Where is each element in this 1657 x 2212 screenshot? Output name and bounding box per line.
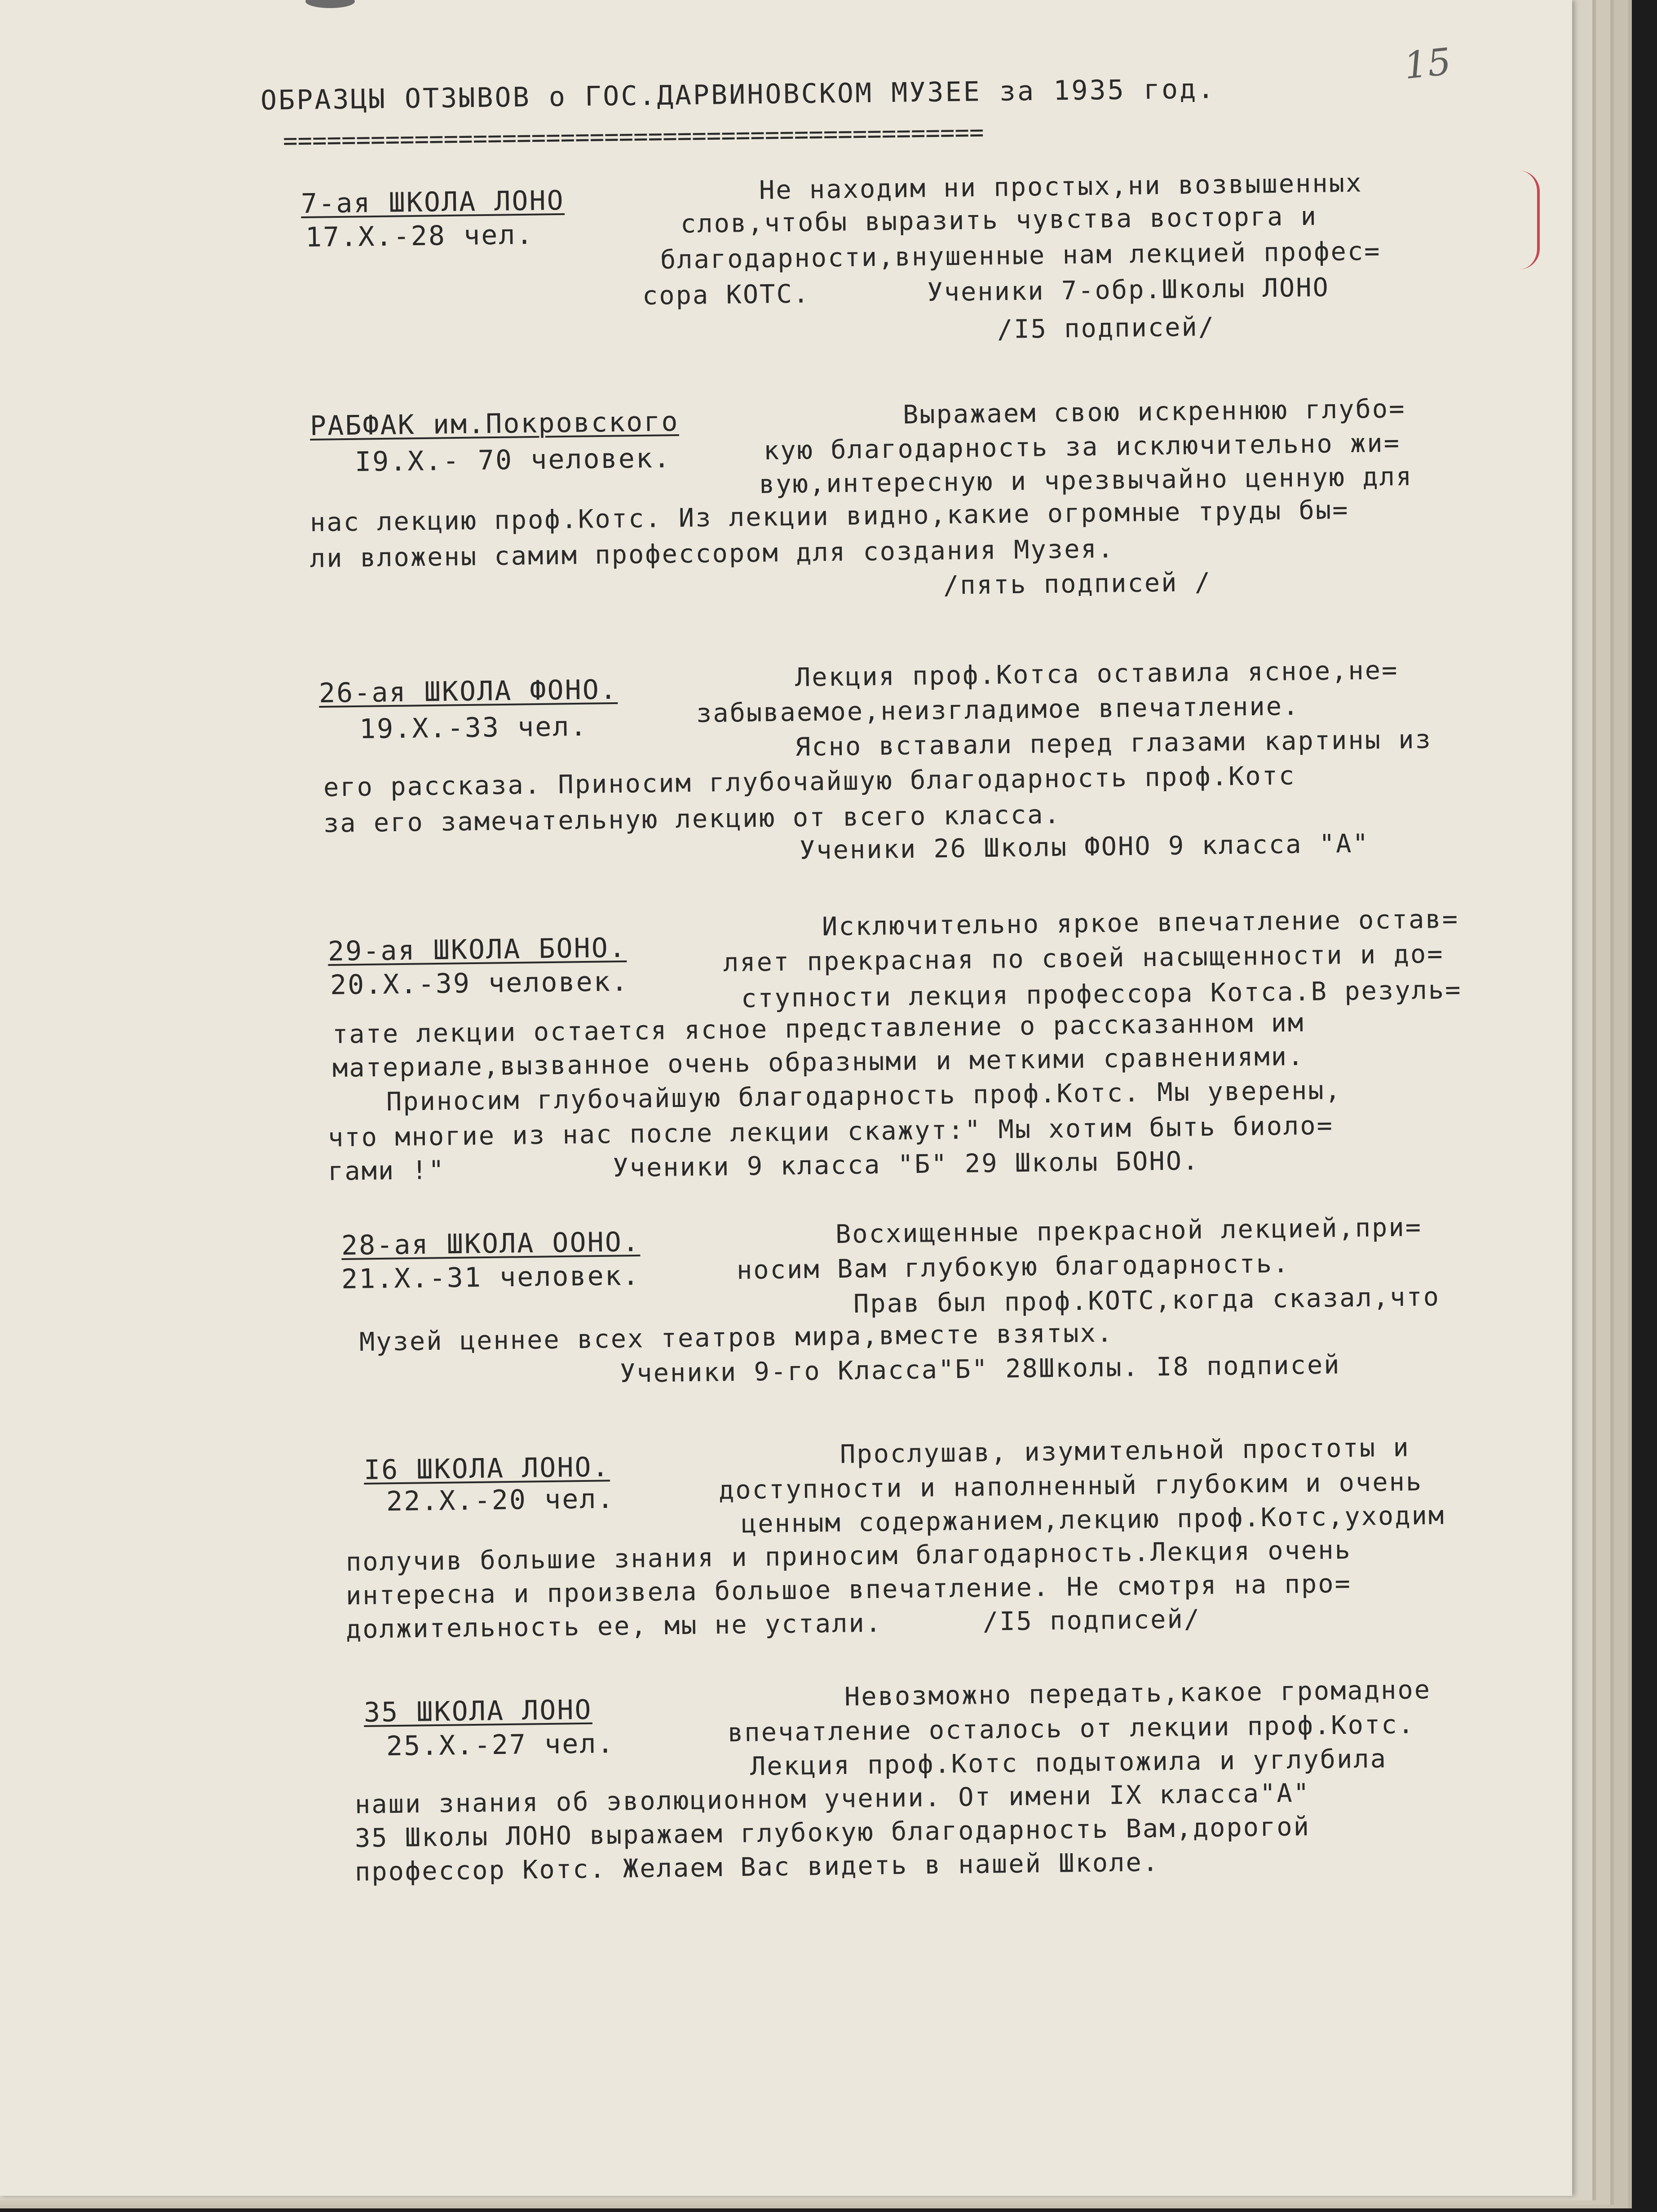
entry-4-line-2: ляет прекрасная по своей насыщенности и до= (723, 939, 1444, 978)
entry-2-line-3: вую,интересную и чрезвычайно ценную для (759, 462, 1413, 499)
entry-5-line-2: носим Вам глубокую благодарность. (736, 1248, 1290, 1285)
entry-4-line-1: Исключительно яркое впечатление остав= (822, 904, 1459, 942)
entry-3-line-1: Лекция проф.Котса оставила ясное,не= (795, 655, 1399, 692)
entry-1-meta: 17.X.-28 чел. (305, 219, 534, 253)
entry-7-line-5: 35 Школы ЛОНО выражаем глубокую благодарность Вам,дорогой (354, 1812, 1311, 1853)
entry-4-line-6: Приносим глубочайшую благодарность проф.Котс. Мы уверены, (386, 1075, 1342, 1117)
binding-ring (305, 0, 355, 8)
title-rule: ================================================ (283, 118, 984, 155)
entry-5-line-5: Ученики 9-го Класса"Б" 28Школы. I8 подписей (619, 1350, 1341, 1388)
entry-6-org: I6 ШКОЛА ЛОНО. (363, 1451, 610, 1486)
entry-3-line-2: забываемое,неизгладимое впечатление. (696, 691, 1300, 728)
entry-7-line-1: Невозможно передать,какое громадное (844, 1675, 1432, 1712)
entry-2-line-4: нас лекцию проф.Котс. Из лекции видно,какие огромные труды бы= (309, 495, 1349, 538)
entry-1-line-5: /I5 подписей/ (997, 312, 1215, 344)
entry-7-meta: 25.X.-27 чел. (386, 1727, 615, 1762)
entry-2-org: РАБФАК им.Покровского (309, 405, 679, 442)
entry-6-line-6: должительность ее, мы не устали. /I5 подписей/ (345, 1604, 1201, 1644)
document-title: ОБРАЗЦЫ ОТЗЫВОВ о ГОС.ДАРВИНОВСКОМ МУЗЕЕ за 1935 год. (260, 73, 1216, 116)
entry-2-line-1: Выражаем свою искреннюю глубо= (902, 394, 1406, 430)
page-number: 15 (1401, 40, 1453, 88)
entry-3-org: 26-ая ШКОЛА ФОНО. (318, 674, 618, 709)
entry-4-line-4: тате лекции остается ясное представление о рассказанном им (332, 1008, 1305, 1049)
entry-2-line-2: кую благодарность за исключительно жи= (763, 428, 1401, 466)
entry-4-line-5: материале,вызванное очень образными и меткими сравнениями. (332, 1041, 1305, 1083)
entry-7-line-4: наши знания об эволюционном учении. От имени IX класса"А" (354, 1778, 1311, 1820)
entry-1-org: 7-ая ШКОЛА ЛОНО (300, 185, 565, 220)
entry-5-org: 28-ая ШКОЛА ООНО. (341, 1226, 641, 1261)
entry-4-line-7: что многие из нас после лекции скажут:" Мы хотим быть биоло= (327, 1110, 1334, 1153)
entry-6-line-1: Прослушав, изумительной простоты и (840, 1432, 1410, 1469)
entry-7-line-3: Лекция проф.Котс подытожила и углубила (750, 1744, 1387, 1781)
entry-2-line-6: /пять подписей / (943, 567, 1212, 600)
entry-4-line-3: ступности лекция профессора Котса.В резуль= (741, 975, 1462, 1013)
entry-4-org: 29-ая ШКОЛА БОНО. (327, 932, 627, 967)
entry-3-line-5: за его замечательную лекцию от всего класса. (323, 799, 1061, 838)
entry-5-line-4: Музей ценнее всех театров мира,вместе взятых. (359, 1318, 1114, 1357)
entry-1-line-4: сора КОТС. Ученики 7-обр.Школы ЛОНО (642, 273, 1330, 311)
entry-6-line-5: интересна и произвела большое впечатление. Не смотря на про= (345, 1569, 1352, 1611)
entry-1-line-1: Не находим ни простых,ни возвышенных (759, 168, 1363, 205)
entry-2-meta: I9.X.- 70 человек. (354, 442, 672, 478)
entry-3-line-3: Ясно вставали перед глазами картины из (795, 724, 1432, 762)
entry-7-line-6: профессор Котс. Желаем Вас видеть в нашей Школе. (354, 1847, 1160, 1887)
entry-1-line-2: слов,чтобы выразить чувства восторга и (680, 201, 1318, 239)
entry-5-line-1: Восхищенные прекрасной лекцией,при= (835, 1212, 1423, 1249)
entry-7-org: 35 ШКОЛА ЛОНО (363, 1694, 592, 1728)
entry-1-line-3: благодарности,внушенные нам лекцией профес= (660, 236, 1381, 275)
entry-2-line-5: ли вложены самим профессором для создания Музея. (309, 534, 1115, 573)
entry-4-line-8: гами !" Ученики 9 класса "Б" 29 Школы БОНО. (327, 1146, 1200, 1186)
entry-4-meta: 20.X.-39 человек. (330, 965, 629, 1001)
entry-5-line-3: Прав был проф.КОТС,когда сказал,что (853, 1282, 1440, 1319)
entry-3-line-4: его рассказа. Приносим глубочайшую благодарность проф.Котс (323, 761, 1296, 802)
entry-6-line-4: получив большие знания и приносим благодарность.Лекция очень (345, 1535, 1352, 1577)
entry-3-line-6: Ученики 26 Школы ФОНО 9 класса "А" (799, 828, 1370, 865)
entry-6-line-2: доступности и наполненный глубоким и очень (718, 1467, 1423, 1505)
entry-6-line-3: ценным содержанием,лекцию проф.Котс,уходим (741, 1500, 1445, 1539)
entry-3-meta: 19.X.-33 чел. (359, 710, 588, 745)
entry-5-meta: 21.X.-31 человек. (341, 1260, 641, 1295)
red-margin-mark (1519, 171, 1540, 269)
entry-7-line-2: впечатление осталось от лекции проф.Котс. (727, 1710, 1415, 1748)
entry-6-meta: 22.X.-20 чел. (386, 1483, 615, 1517)
